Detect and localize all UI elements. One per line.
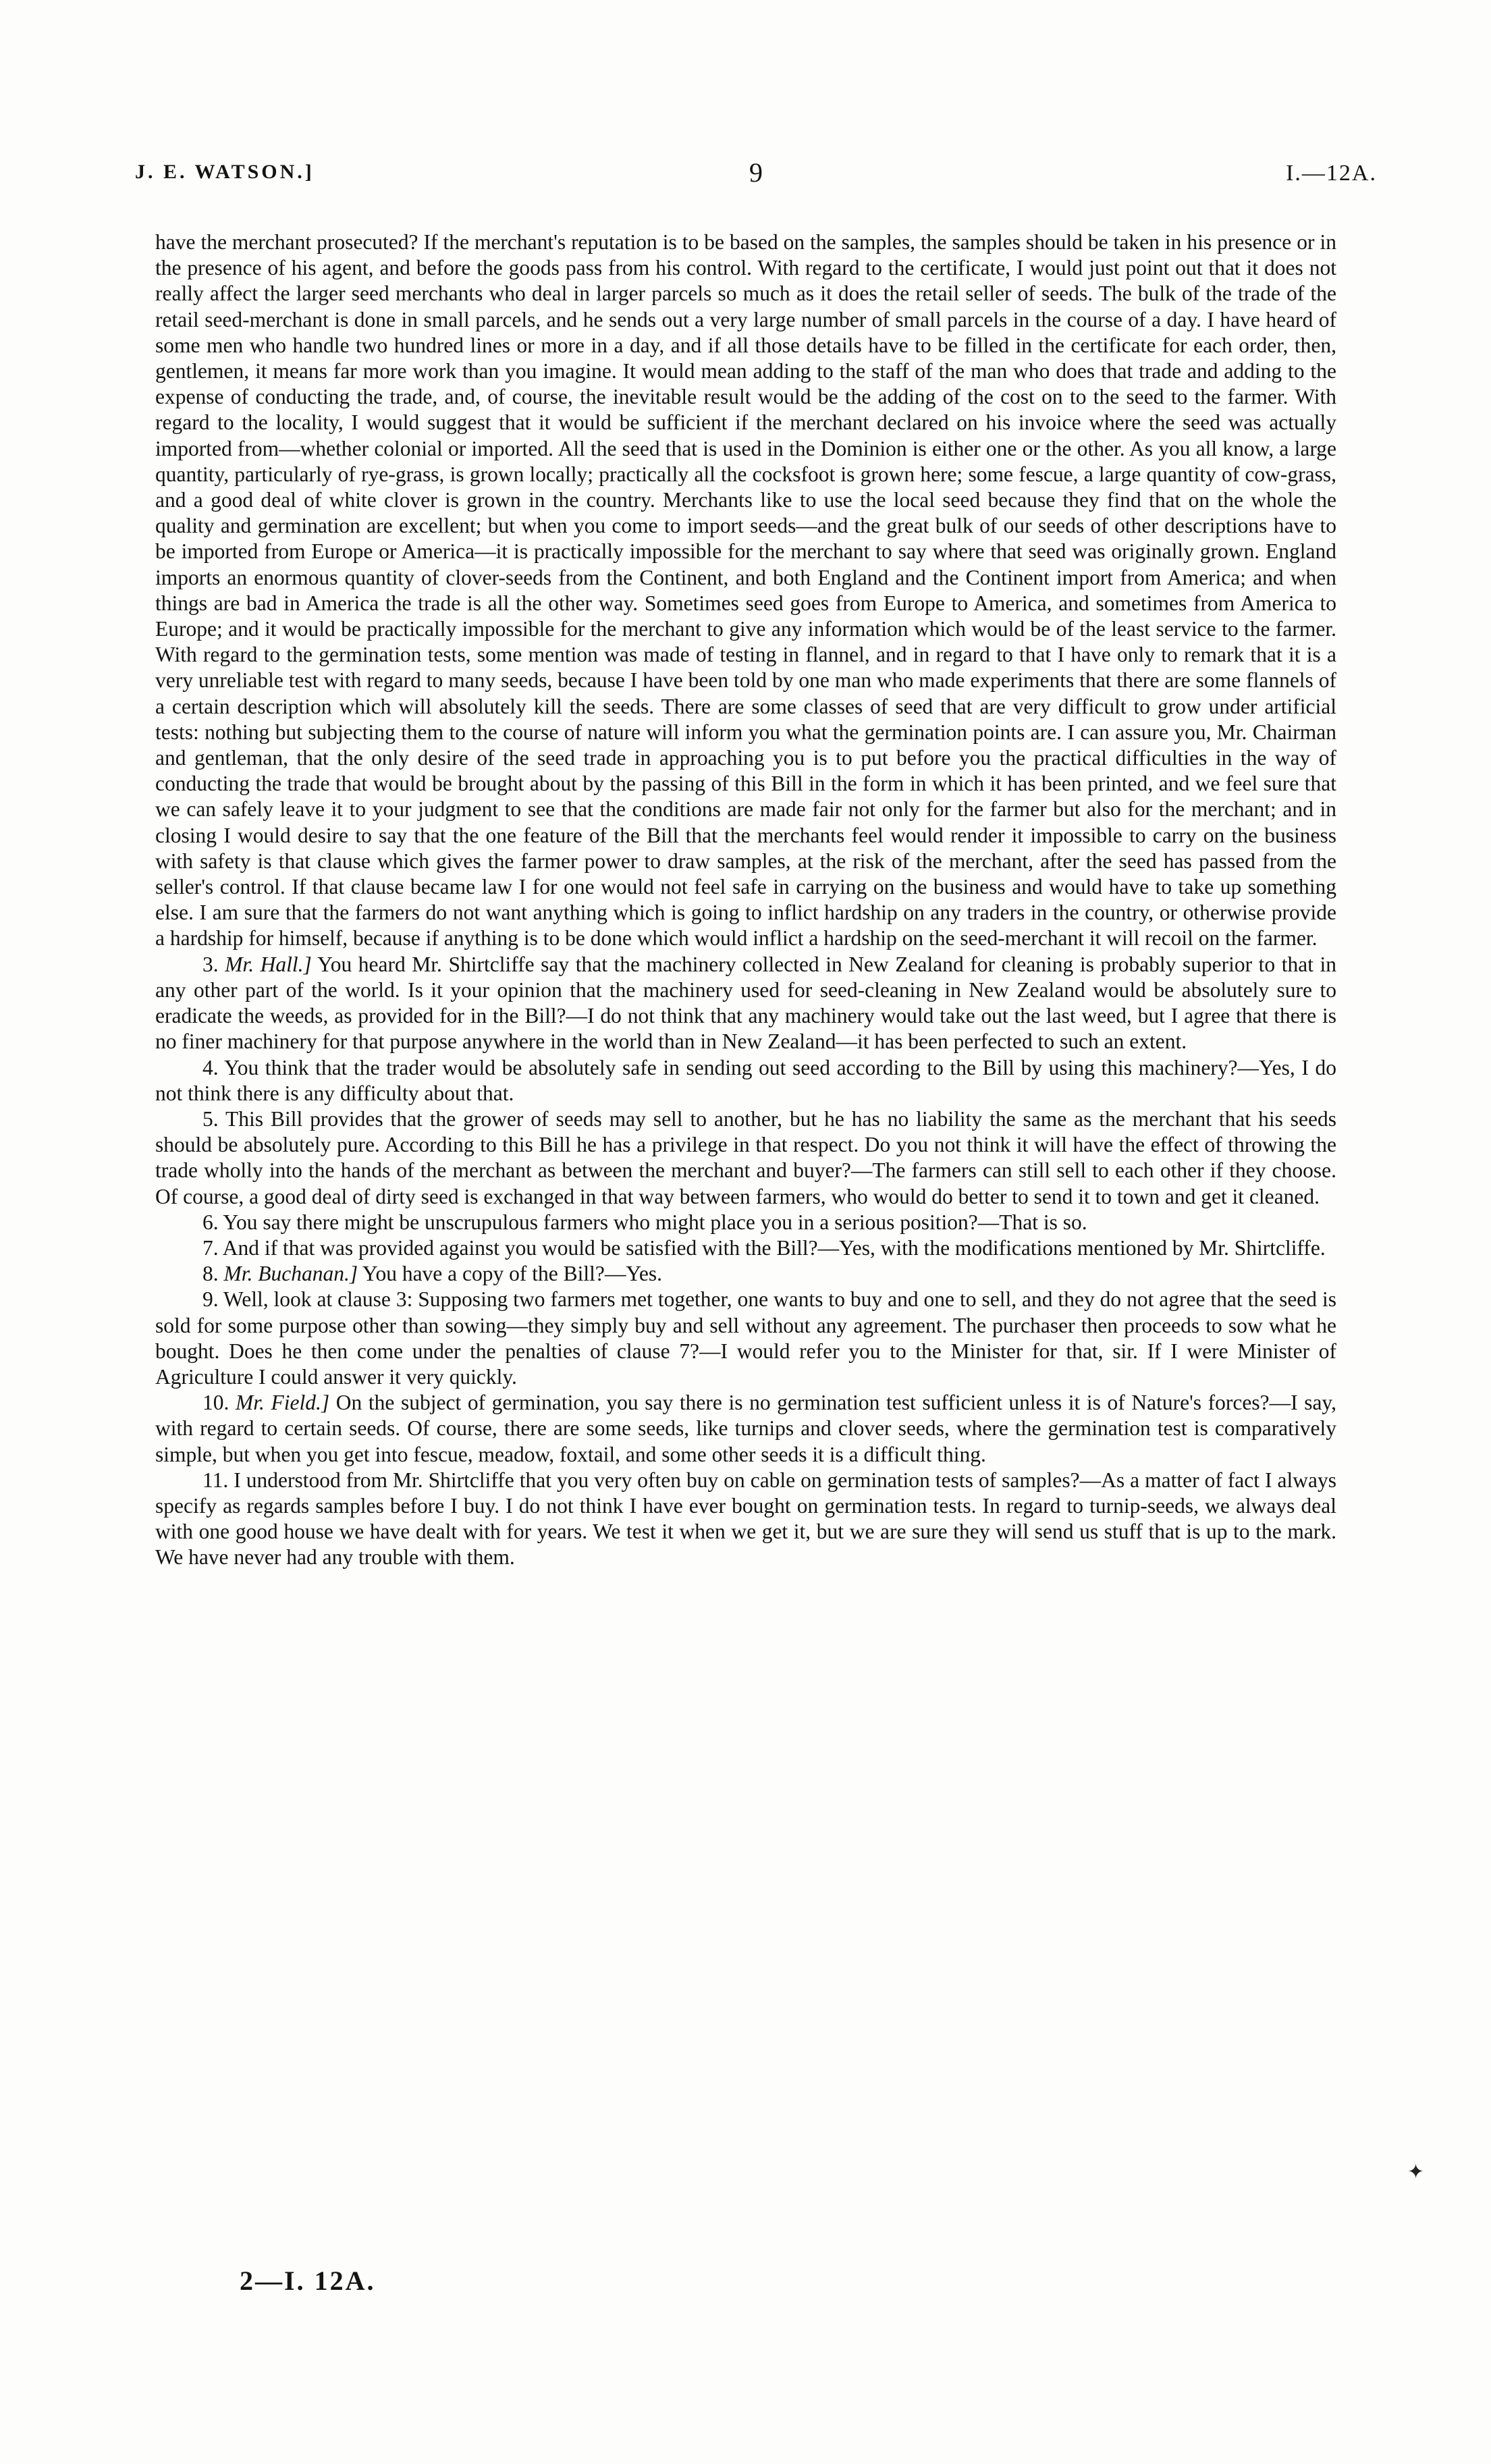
question-speaker: Mr. Buchanan.]: [223, 1262, 358, 1286]
question-number: 11.: [202, 1468, 229, 1492]
question-9: [155, 1287, 1336, 1390]
question-number: 3.: [202, 952, 219, 976]
question-number: 9.: [202, 1287, 219, 1312]
question-text: You think that the trader would be absolutely safe in sending out seed according to the Bill by using this machinery?—Yes, I do not think there is any difficulty about that.: [155, 1055, 1337, 1105]
question-11: [155, 1468, 1336, 1571]
question-text: You have a copy of the Bill?—Yes.: [362, 1262, 663, 1286]
paper-reference: I.—12A.: [1286, 161, 1377, 186]
running-head: [135, 157, 1377, 201]
question-text: This Bill provides that the grower of seeds may sell to another, but he has no liability the same as the merchant that his seeds should be absolutely pure. According to this Bill he has a privilege in that respect. Do you not think it will have the effect of throwing the trade wholly into the hands of the merchant as between the merchant and buyer?—The farmers can still sell to each other if they choose. Of course, a good deal of dirty seed is exchanged in that way between farmers, who would do better to send it to town and get it cleaned.: [155, 1106, 1336, 1208]
opening-paragraph: have the merchant prosecuted? If the merchant's reputation is to be based on the samples, the samples should be taken in his presence or in the presence of his agent, and before the goods pass from his control. With regard to the certificate, I would just point out that it does not really affect the larger seed merchants who deal in larger parcels so much as it does the retail seller of seeds. The bulk of the trade of the retail seed-merchant is done in small parcels, and he sends out a very large number of small parcels in the course of a day. I have heard of some men who handle two hundred lines or more in a day, and if all those details have to be filled in the certificate for each order, then, gentlemen, it means far more work than you imagine. It would mean adding to the staff of the man who does that trade and adding to the expense of conducting the trade, and, of course, the inevitable result would be the adding of the cost on to the seed to the farmer. With regard to the locality, I would suggest that it would be sufficient if the merchant declared on his invoice where the seed was actually imported from—whether colonial or imported. All the seed that is used in the Dominion is either one or the other. As you all know, a large quantity, particularly of rye-grass, is grown locally; practically all the cocksfoot is grown here; some fescue, a large quantity of cow-grass, and a good deal of white clover is grown in the country. Merchants like to use the local seed because they find that on the whole the quality and germination are excellent; but when you come to import seeds—and the great bulk of our seeds of other descriptions have to be imported from Europe or America—it is practically impossible for the merchant to say where that seed was originally grown. England imports an enormous quantity of clover-seeds from the Continent, and both England and the Continent import from America; and when things are bad in America the trade is all the other way. Sometimes seed goes from Europe to America, and sometimes from America to Europe; and it would be practically impossible for the merchant to give any information which would be of the least service to the farmer. With regard to the germination tests, some mention was made of testing in flannel, and in regard to that I have only to remark that it is a very unreliable test with regard to many seeds, because I have been told by one man who made experiments that there are some flannels of a certain description which will absolutely kill the seeds. There are some classes of seed that are very difficult to grow under artificial tests: nothing but subjecting them to the course of nature will inform you what the germination points are. I can assure you, Mr. Chairman and gentleman, that the only desire of the seed trade in approaching you is to put before you the practical difficulties in the way of conducting the trade that would be brought about by the passing of this Bill in the form in which it has been printed, and we feel sure that we can safely leave it to your judgment to see that the conditions are made fair not only for the farmer but also for the merchant; and in closing I would desire to say that the one feature of the Bill that the merchants feel would render it impossible to carry on the business with safety is that clause which gives the farmer power to draw samples, at the risk of the merchant, after the seed has passed from the seller's control. If that clause became law I for one would not feel safe in carrying on the business and would have to take up something else. I am sure that the farmers do not want anything which is going to inflict hardship on any traders in the country, or otherwise provide a hardship for himself, because if anything is to be done which would inflict a hardship on the seed-merchant it will recoil on the farmer.: [155, 230, 1336, 950]
question-text: And if that was provided against you would be satisfied with the Bill?—Yes, with the modifications mentioned by Mr. Shirtcliffe.: [222, 1235, 1326, 1260]
witness-name-header: J. E. WATSON.]: [135, 161, 315, 183]
question-4: [155, 1055, 1336, 1106]
question-text: I understood from Mr. Shirtcliffe that you very often buy on cable on germination tests of samples?—As a matter of fact I always specify as regards samples before I buy. I do not think I have ever bought on germination tests. In regard to turnip-seeds, we always deal with one good house we have dealt with for years. We test it when we get it, but we are sure they will send us stuff that is up to the mark. We have never had any trouble with them.: [155, 1468, 1336, 1570]
question-speaker: Mr. Hall.]: [225, 952, 312, 976]
question-3: [155, 952, 1336, 1055]
question-10: [155, 1390, 1336, 1468]
question-text: On the subject of germination, you say there is no germination test sufficient unless it is of Nature's forces?—I say, with regard to certain seeds. Of course, there are some seeds, like turnips and clover seeds, where the germination test is comparatively simple, but when you get into fescue, meadow, foxtail, and some other seeds it is a difficult thing.: [155, 1391, 1337, 1466]
signature-mark: 2—I. 12A.: [240, 2266, 376, 2296]
question-number: 8.: [202, 1262, 219, 1286]
question-number: 4.: [202, 1055, 219, 1079]
question-speaker: Mr. Field.]: [236, 1391, 330, 1415]
question-6: [155, 1210, 1336, 1235]
question-number: 10.: [202, 1391, 229, 1415]
question-number: 5.: [202, 1106, 219, 1131]
question-number: 7.: [202, 1235, 219, 1260]
evidence-text: [155, 230, 1336, 1571]
question-text: You say there might be unscrupulous farmers who might place you in a serious position?—That is so.: [223, 1210, 1087, 1234]
question-7: [155, 1235, 1336, 1261]
question-8: [155, 1261, 1336, 1287]
page-number: 9: [749, 157, 763, 188]
question-text: You heard Mr. Shirtcliffe say that the machinery collected in New Zealand for cleaning is probably superior to that in any other part of the world. Is it your opinion that the machinery used for seed-cleaning in New Zealand would be absolutely sure to eradicate the weeds, as provided for in the Bill?—I do not think that any machinery would take out the last weed, but I agree that there is no finer machinery for that purpose anywhere in the world than in New Zealand—it has been perfected to such an extent.: [155, 952, 1337, 1054]
question-5: [155, 1106, 1336, 1210]
margin-ink-mark: ✦: [1407, 2161, 1425, 2183]
question-number: 6.: [202, 1210, 219, 1234]
question-text: Well, look at clause 3: Supposing two farmers met together, one wants to buy and one to sell, and they do not agree that the seed is sold for some purpose other than sowing—they simply buy and sell without any agreement. The purchaser then proceeds to sow what he bought. Does he then come under the penalties of clause 7?—I would refer you to the Minister for that, sir. If I were Minister of Agriculture I could answer it very quickly.: [155, 1287, 1336, 1389]
